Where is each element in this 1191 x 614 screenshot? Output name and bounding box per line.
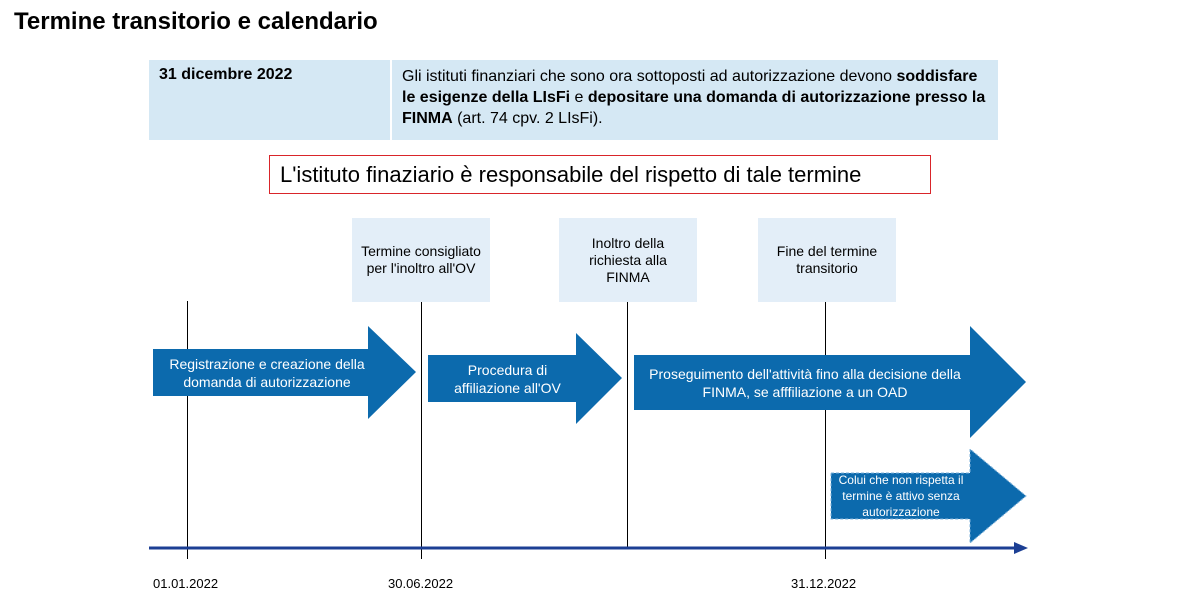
page-title: Termine transitorio e calendario xyxy=(14,8,378,35)
description-part: (art. 74 cpv. 2 LIsFi). xyxy=(452,110,603,127)
description-part: e xyxy=(570,89,588,106)
responsibility-notice: L'istituto finaziario è responsabile del rispetto di tale termine xyxy=(269,155,931,194)
milestone-recommended-deadline: Termine consigliato per l'inoltro all'OV xyxy=(352,218,490,302)
arrow-label-continuation: Proseguimento dell'attività fino alla decisione della FINMA, se afffiliazione a un OAD xyxy=(649,365,961,400)
milestone-finma-submission: Inoltro della richiesta alla FINMA xyxy=(559,218,697,302)
description-part: Gli istituti finanziari che sono ora sottoposti ad autorizzazione devono xyxy=(402,68,897,85)
deadline-date: 31 dicembre 2022 xyxy=(149,60,392,140)
milestone-end-transition: Fine del termine transitorio xyxy=(758,218,896,302)
date-recommended: 30.06.2022 xyxy=(388,576,454,591)
description-emphasis: soddisfare le esigenze della LIsFi xyxy=(402,68,978,106)
arrow-label-registration: Registrazione e creazione della domanda di autorizzazione xyxy=(169,355,365,390)
description-emphasis: depositare una domanda di autorizzazione presso la FINMA xyxy=(402,89,986,127)
timeline-arrowhead xyxy=(1014,542,1028,554)
date-end: 31.12.2022 xyxy=(791,576,857,591)
arrow-label-ov-procedure: Procedura di affiliazione all'OV xyxy=(454,361,561,396)
arrow-label-unauthorized: Colui che non rispetta il termine è attivo senza autorizzazione xyxy=(838,473,964,519)
date-start: 01.01.2022 xyxy=(153,576,219,591)
